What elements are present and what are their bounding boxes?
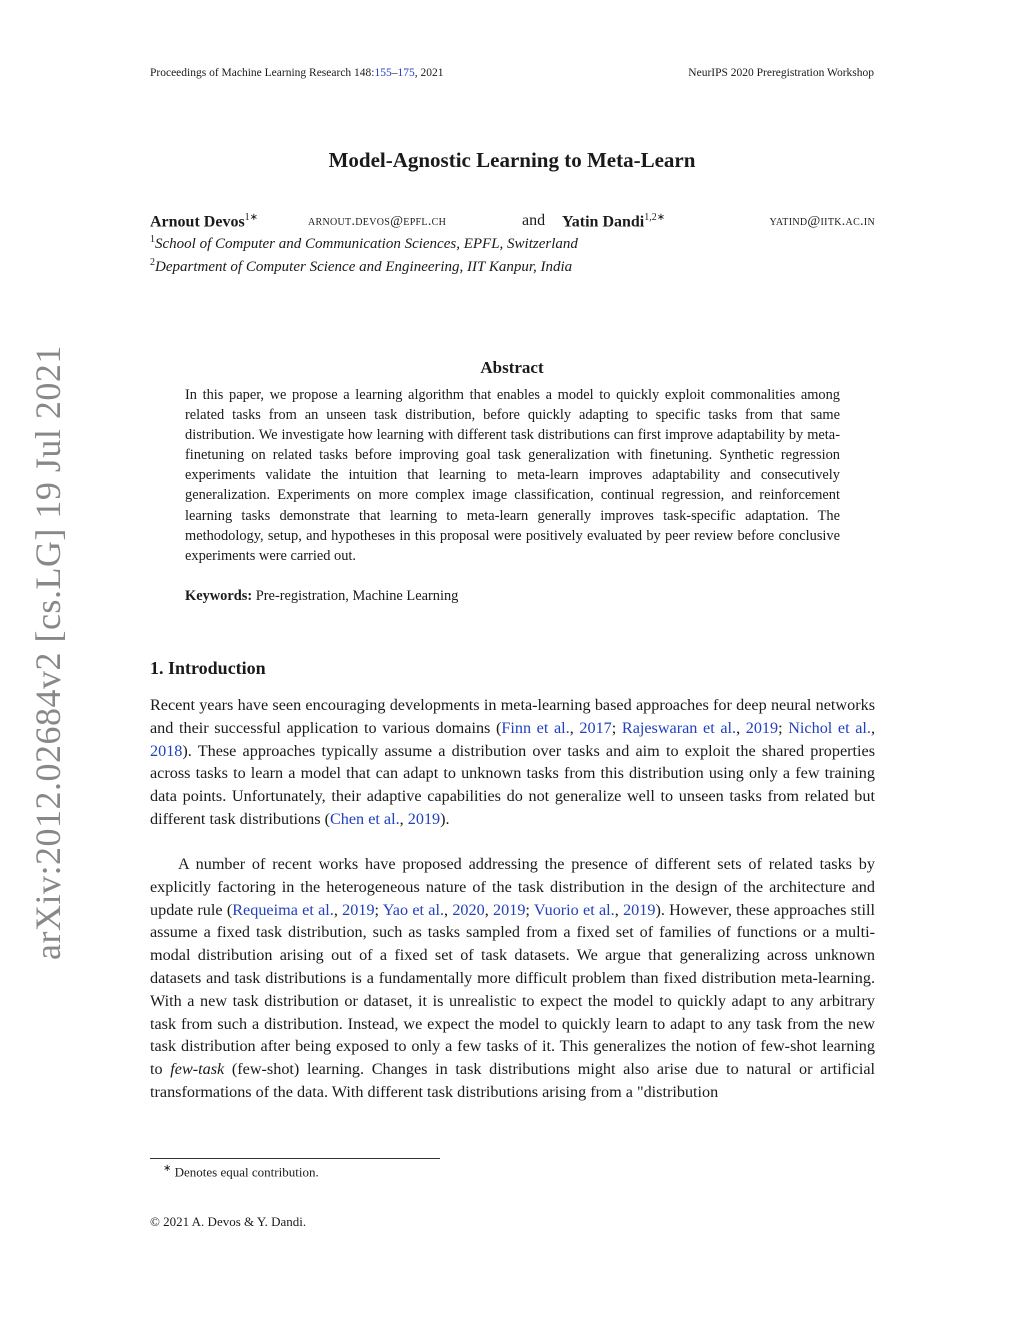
paper-title: Model-Agnostic Learning to Meta-Learn <box>328 148 696 172</box>
author-sup: 1∗ <box>244 212 259 223</box>
author-1 <box>150 212 258 231</box>
citation-link[interactable]: Requeima et al. <box>232 900 334 919</box>
citation-link[interactable]: Nichol et al. <box>788 718 871 737</box>
copyright-icon: © <box>150 1214 160 1229</box>
emphasis: few-task <box>170 1060 225 1079</box>
citation-link[interactable]: 2018 <box>150 741 183 760</box>
citation-link[interactable]: Finn et al. <box>501 718 570 737</box>
abstract-text: In this paper, we propose a learning algorithm that enables a model to quickly exploit commonalities among related tasks from an unseen task distribution, before quickly adapting to specific tasks from that same distribution. We investigate how learning with different task distributions can first improve adaptability by meta-finetuning on related tasks before improving goal task generalization with finetuning. Synthetic regression experiments validate the intuition that learning to meta-learn improves adaptability and consecutively generalization. Experiments on more complex image classification, continual regression, and reinforcement learning tasks demonstrate that learning to meta-learn generally improves task-specific adaptation. The methodology, setup, and hypotheses in this proposal were positively evaluated by peer review before conclusive experiments were carried out. <box>185 387 840 564</box>
author-joiner: and <box>522 212 546 229</box>
author-email: yatind@iitk.ac.in <box>769 214 875 229</box>
citation-link[interactable]: Chen et al. <box>329 809 400 828</box>
citation-link[interactable]: Yao et al. <box>382 900 444 919</box>
citation-link[interactable]: 2017 <box>579 718 612 737</box>
keywords <box>185 588 840 605</box>
intro-paragraph-2: A number of recent works have proposed addressing the presence of different sets of related tasks by explicitly factoring in the heterogeneous nature of the task distribution in the design of the architecture and update rule (Requeima et al., 2019; Yao et al., 2020, 2019; Vuorio et al., 2019). However, these approaches still assume a fixed task distribution, such as tasks sampled from a fixed set of families of functions or a multi-modal distribution arising out of a fixed set of task datasets. We argue that generalizing across unknown datasets and task distributions is a fundamentally more difficult problem than fixed distribution meta-learning. With a new task distribution or dataset, it is unrealistic to expect the model to quickly adapt to any arbitrary task from such a distribution. Instead, we expect the model to quickly learn to adapt to any task from the new task distribution after being exposed to only a few tasks of it. This generalizes the notion of few-shot learning to few-task (few-shot) learning. Changes in task distributions might also arise due to natural or artificial transformations of the data. With different task distributions arising from a "distribution <box>150 855 876 1101</box>
intro-paragraph-1: Recent years have seen encouraging developments in meta-learning based approaches for deep neural networks and their successful application to various domains (Finn et al., 2017; Rajeswaran et al., 2019; Nichol et al., 2018). These approaches typically assume a distribution over tasks and aim to exploit the shared properties across tasks to learn a model that can adapt to unknown tasks from this distribution using only a few training data points. Unfortunately, their adaptive capabilities do not generalize well to unseen tasks from related but different task distributions (Chen et al., 2019). <box>150 696 875 828</box>
copyright: © 2021 A. Devos & Y. Dandi. <box>150 1214 307 1229</box>
author-block <box>150 212 875 280</box>
footnote-rule <box>150 1158 440 1159</box>
affiliation: $^1$School of Computer and Communication Sciences, EPFL, Switzerland <box>150 234 578 252</box>
keywords-value: Pre-registration, Machine Learning <box>255 588 459 604</box>
citation-link[interactable]: 2019 <box>342 900 375 919</box>
section-heading: 1. Introduction <box>150 658 266 678</box>
citation-link[interactable]: 2019 <box>493 900 526 919</box>
author-email: arnout.devos@epfl.ch <box>308 214 447 229</box>
citation-link[interactable]: 2019 <box>623 900 656 919</box>
author-name: Yatin Dandi <box>562 213 645 231</box>
author-name: Arnout Devos <box>150 213 245 231</box>
keywords-label: Keywords: <box>185 588 253 604</box>
citation-link[interactable]: Vuorio et al. <box>533 900 615 919</box>
footnote: ∗ Denotes equal contribution. <box>163 1163 319 1180</box>
citation-link[interactable]: 2019 <box>745 718 779 737</box>
affiliation: $^2$Department of Computer Science and Engineering, IIT Kanpur, India <box>150 257 573 275</box>
workshop-name: NeurIPS 2020 Preregistration Workshop <box>688 67 874 79</box>
citation-link[interactable]: Rajeswaran et al. <box>621 718 737 737</box>
page-end-link[interactable]: 175 <box>397 67 415 79</box>
author-line <box>150 212 875 234</box>
journal-citation: Proceedings of Machine Learning Research 148:155–175, 2021 <box>150 67 444 79</box>
page-start-link[interactable]: 155 <box>374 67 392 79</box>
citation-link[interactable]: 2020 <box>452 900 485 919</box>
abstract-heading: Abstract <box>480 358 544 377</box>
citation-link[interactable]: 2019 <box>407 809 441 828</box>
arxiv-stamp: arXiv:2012.02684v2 [cs.LG] 19 Jul 2021 <box>28 345 68 960</box>
author-sup: 1,2∗ <box>644 212 666 223</box>
author-2 <box>562 212 665 231</box>
